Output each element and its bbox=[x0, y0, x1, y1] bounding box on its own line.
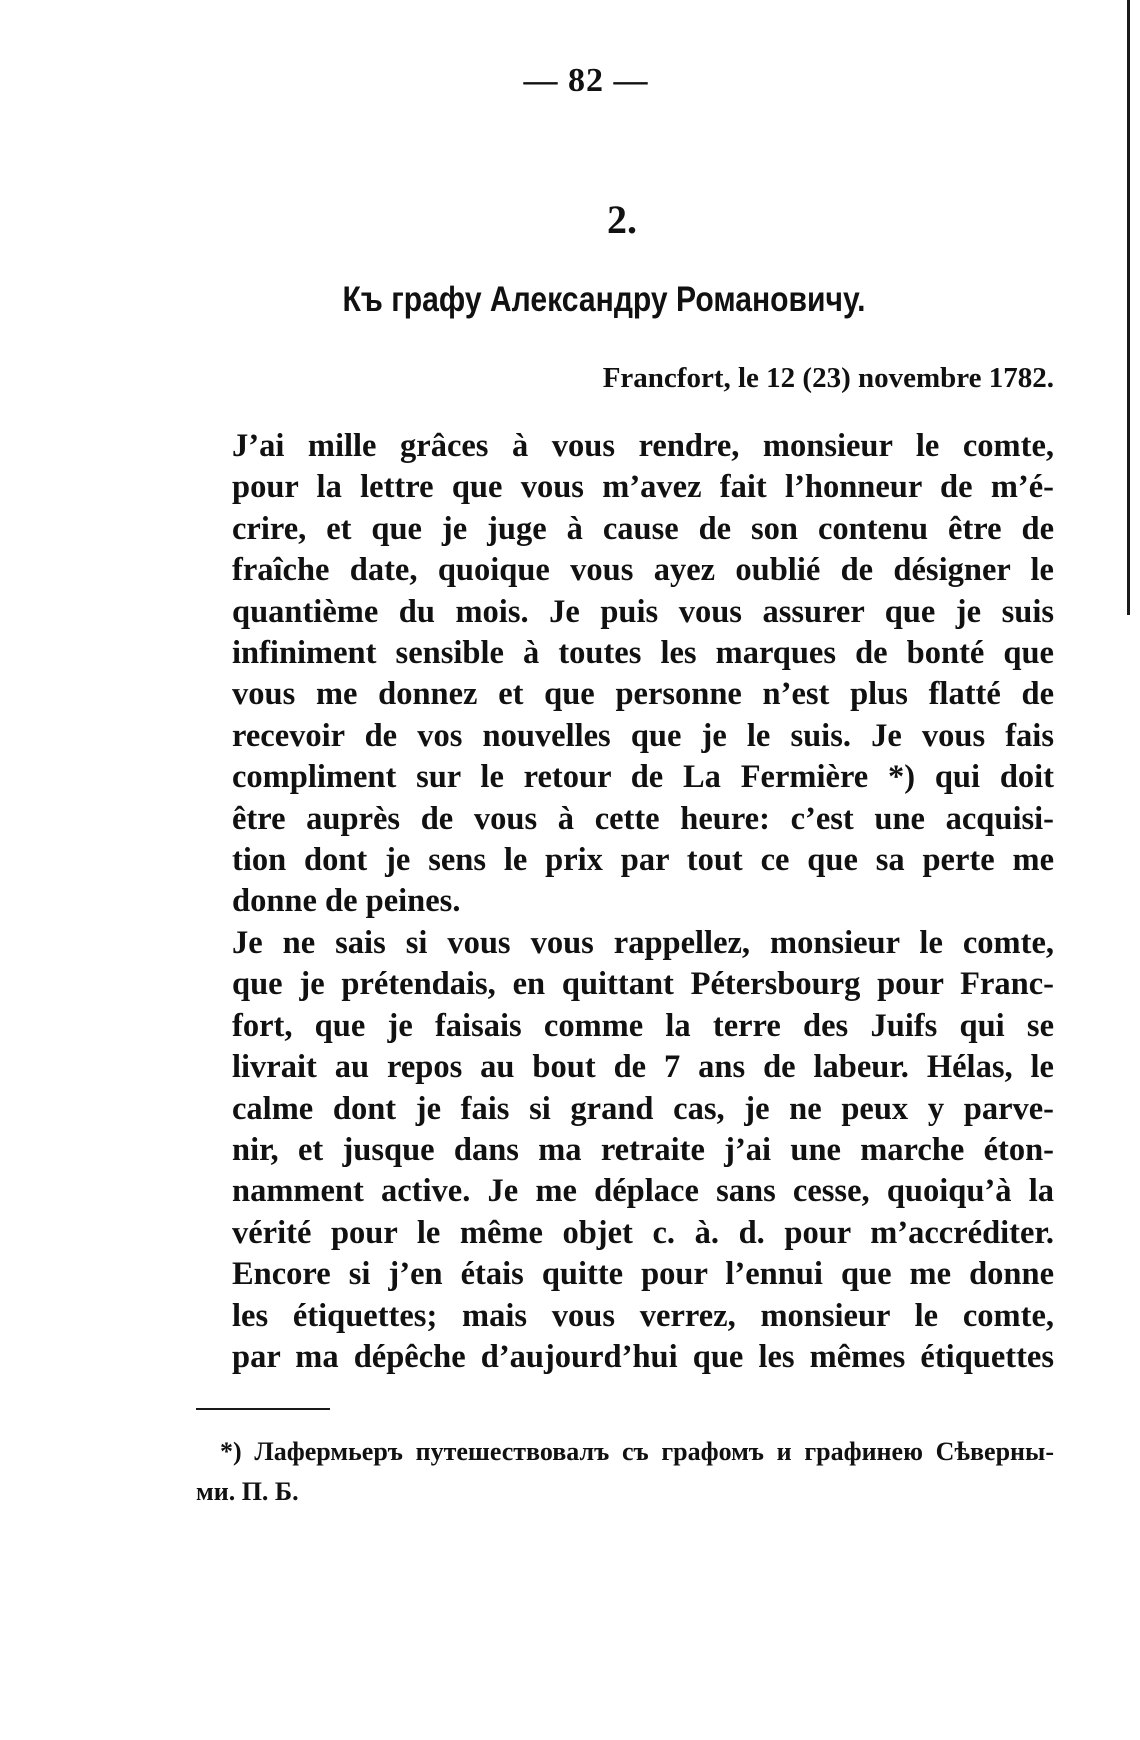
text-line: vous me donnez et que personne n’est plus flatté de bbox=[232, 676, 1054, 713]
page-number: — 82 — bbox=[523, 62, 649, 99]
text-line: que je prétendais, en quittant Pétersbourg pour Franc- bbox=[232, 966, 1054, 1003]
letter-body bbox=[196, 426, 1054, 1378]
text-line: compliment sur le retour de La Fermière *) qui doit bbox=[232, 759, 1054, 796]
text-line: infiniment sensible à toutes les marques de bonté que bbox=[232, 635, 1054, 672]
text-line: J’ai mille grâces à vous rendre, monsieur le comte, bbox=[232, 428, 1054, 464]
text-line: donne de peines. bbox=[232, 883, 461, 920]
footnote-line: ми. П. Б. bbox=[196, 1477, 299, 1506]
text-line: calme dont je fais si grand cas, je ne peux y parve- bbox=[232, 1090, 1054, 1127]
text-line: fort, que je faisais comme la terre des Juifs qui se bbox=[232, 1007, 1054, 1044]
text-line: les étiquettes; mais vous verrez, monsieur le comte, bbox=[232, 1297, 1054, 1334]
text-line: tion dont je sens le prix par tout ce que sa perte me bbox=[232, 842, 1054, 879]
footnote-divider bbox=[196, 1408, 330, 1410]
text-line: crire, et que je juge à cause de son contenu être de bbox=[232, 510, 1054, 547]
footnote bbox=[196, 1432, 1054, 1512]
text-line: être auprès de vous à cette heure: c’est une acquisi- bbox=[232, 800, 1054, 837]
text-line: fraîche date, quoique vous ayez oublié de désigner le bbox=[232, 552, 1054, 589]
text-line: namment active. Je me déplace sans cesse, quoiqu’à la bbox=[232, 1173, 1054, 1210]
text-line: nir, et jusque dans ma retraite j’ai une marche éton- bbox=[232, 1131, 1054, 1168]
section-number: 2. bbox=[607, 197, 637, 242]
text-line: vérité pour le même objet c. à. d. pour m’accréditer. bbox=[232, 1214, 1054, 1251]
text-line: recevoir de vos nouvelles que je le suis. Je vous fais bbox=[232, 717, 1054, 754]
text-line: livrait au repos au bout de 7 ans de labeur. Hélas, le bbox=[232, 1049, 1054, 1086]
text-line: pour la lettre que vous m’avez fait l’honneur de m’é- bbox=[232, 469, 1054, 506]
dateline: Francfort, le 12 (23) novembre 1782. bbox=[602, 362, 1054, 394]
paragraph-2 bbox=[196, 923, 1054, 1378]
text-line: par ma dépêche d’aujourd’hui que les mêmes étiquettes bbox=[232, 1338, 1054, 1375]
text-line: Encore si j’en étais quitte pour l’ennui que me donne bbox=[232, 1256, 1054, 1293]
text-line: Je ne sais si vous vous rappellez, monsieur le comte, bbox=[232, 924, 1054, 961]
letter-heading: Къ графу Александру Романовичу. bbox=[342, 280, 866, 319]
text-line: quantième du mois. Je puis vous assurer que je suis bbox=[232, 593, 1054, 630]
footnote-line: *) Лафермьеръ путешествовалъ съ графомъ и графинею Сѣверны- bbox=[220, 1437, 1054, 1466]
paragraph-1 bbox=[196, 426, 1054, 923]
